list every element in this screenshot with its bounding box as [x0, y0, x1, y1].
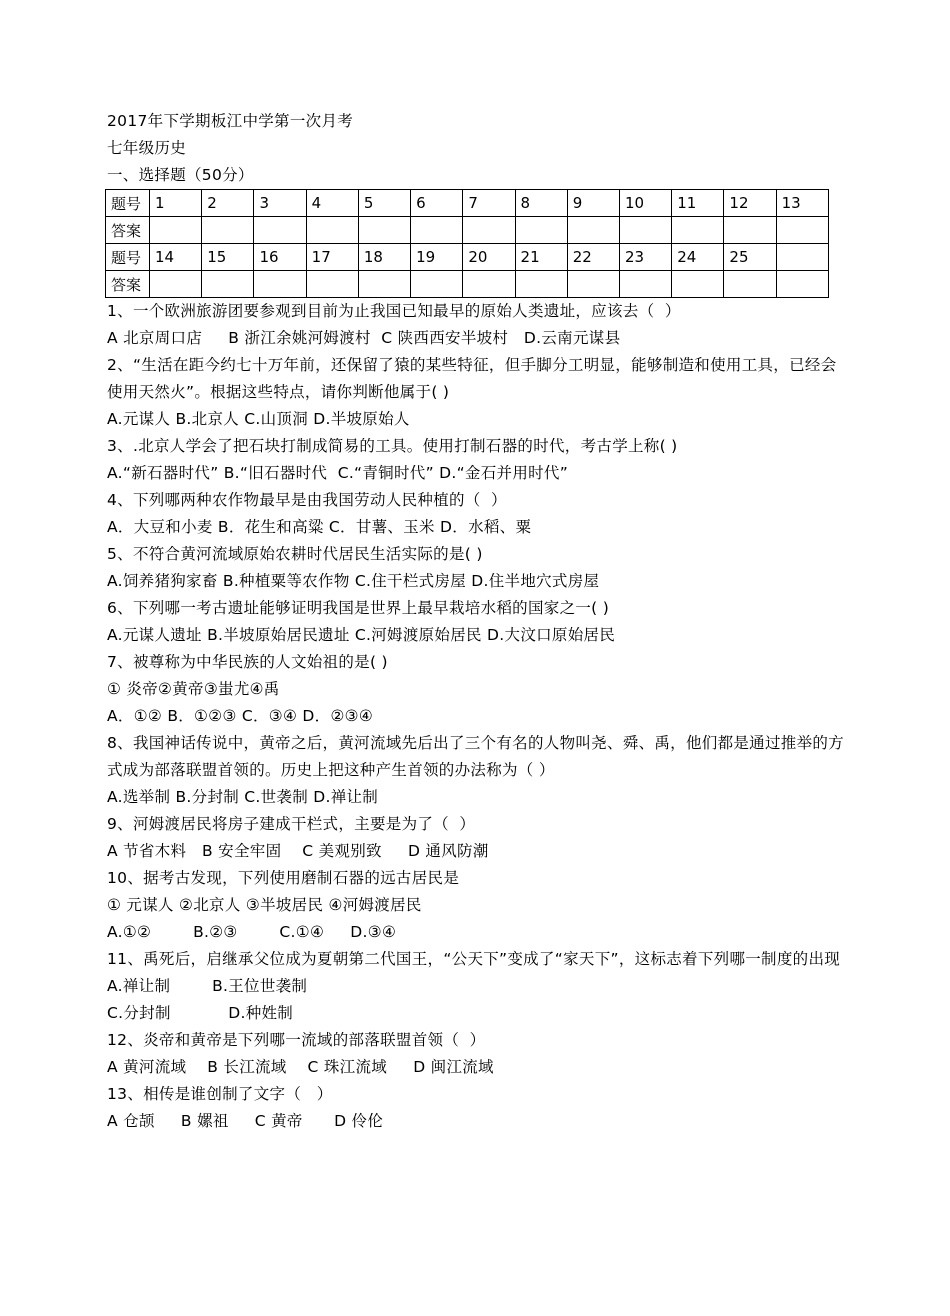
question-line: 1、一个欧洲旅游团要参观到目前为止我国已知最早的原始人类遗址，应该去（ ） [107, 302, 681, 320]
question-number-cell: 6 [411, 190, 463, 217]
question-number-cell: 24 [672, 244, 724, 271]
answer-cell[interactable] [254, 271, 306, 298]
question-number-cell: 1 [150, 190, 202, 217]
question-line: A 北京周口店 B 浙江余姚河姆渡村 C 陕西西安半坡村 D.云南元谋县 [107, 329, 621, 347]
answer-cell[interactable] [724, 217, 776, 244]
question-line: A 节省木料 B 安全牢固 C 美观别致 D 通风防潮 [107, 842, 489, 860]
question-number-cell: 16 [254, 244, 306, 271]
question-number-cell: 22 [567, 244, 619, 271]
answer-cell[interactable] [254, 217, 306, 244]
answer-cell[interactable] [724, 271, 776, 298]
question-number-cell: 3 [254, 190, 306, 217]
question-line: A 仓颉 B 嫘祖 C 黄帝 D 伶伦 [107, 1112, 384, 1130]
question-line: A.元谋人遗址 B.半坡原始居民遗址 C.河姆渡原始居民 D.大汶口原始居民 [107, 626, 616, 644]
question-line: A．①② B．①②③ C．③④ D．②③④ [107, 707, 374, 725]
answer-cell[interactable] [202, 271, 254, 298]
answer-table-row-label: 题号 [106, 190, 150, 217]
answer-cell[interactable] [306, 217, 358, 244]
answer-cell[interactable] [672, 217, 724, 244]
question-number-cell: 12 [724, 190, 776, 217]
section-heading: 一、选择题（50分） [107, 166, 254, 184]
answer-cell[interactable] [306, 271, 358, 298]
answer-cell[interactable] [150, 271, 202, 298]
question-number-cell [776, 244, 828, 271]
question-number-cell: 7 [463, 190, 515, 217]
answer-cell[interactable] [150, 217, 202, 244]
exam-subject: 七年级历史 [107, 139, 187, 157]
question-line: 2、“生活在距今约七十万年前，还保留了猿的某些特征，但手脚分工明显，能够制造和使用工具，已经会使用天然火”。根据这些特点，请你判断他属于( ) [107, 356, 837, 401]
question-number-cell: 19 [411, 244, 463, 271]
question-line: C.分封制 D.种姓制 [107, 1004, 294, 1022]
question-number-cell: 21 [515, 244, 567, 271]
question-number-cell: 11 [672, 190, 724, 217]
question-number-cell: 13 [776, 190, 828, 217]
question-number-cell: 5 [358, 190, 410, 217]
question-line: A 黄河流域 B 长江流域 C 珠江流域 D 闽江流域 [107, 1058, 494, 1076]
answer-cell[interactable] [672, 271, 724, 298]
answer-cell[interactable] [619, 217, 671, 244]
question-line: A．大豆和小麦 B．花生和高粱 C．甘薯、玉米 D．水稻、粟 [107, 518, 532, 536]
question-line: 4、下列哪两种农作物最早是由我国劳动人民种植的（ ） [107, 491, 507, 509]
answer-cell[interactable] [463, 271, 515, 298]
question-number-cell: 25 [724, 244, 776, 271]
question-number-cell: 8 [515, 190, 567, 217]
question-number-cell: 15 [202, 244, 254, 271]
answer-table-row-label: 题号 [106, 244, 150, 271]
answer-cell[interactable] [515, 271, 567, 298]
answer-cell[interactable] [776, 271, 828, 298]
question-line: A.禅让制 B.王位世袭制 [107, 977, 308, 995]
answer-table [105, 189, 829, 298]
question-line: 11、禹死后，启继承父位成为夏朝第二代国王，“公天下”变成了“家天下”，这标志着下列哪一制度的出现 [107, 950, 841, 968]
answer-table-row-label: 答案 [106, 271, 150, 298]
answer-table-row [106, 217, 829, 244]
answer-table-row [106, 190, 829, 217]
question-number-cell: 23 [619, 244, 671, 271]
question-number-cell: 10 [619, 190, 671, 217]
answer-cell[interactable] [619, 271, 671, 298]
answer-cell[interactable] [567, 271, 619, 298]
answer-table-row [106, 244, 829, 271]
question-number-cell: 20 [463, 244, 515, 271]
answer-cell[interactable] [411, 217, 463, 244]
question-number-cell: 2 [202, 190, 254, 217]
question-line: 5、不符合黄河流域原始农耕时代居民生活实际的是( ) [107, 545, 483, 563]
question-line: 7、被尊称为中华民族的人文始祖的是( ) [107, 653, 388, 671]
question-number-cell: 17 [306, 244, 358, 271]
question-number-cell: 14 [150, 244, 202, 271]
answer-cell[interactable] [776, 217, 828, 244]
question-number-cell: 9 [567, 190, 619, 217]
answer-cell[interactable] [411, 271, 463, 298]
question-line: ① 炎帝②黄帝③蚩尤④禹 [107, 680, 280, 698]
question-number-cell: 4 [306, 190, 358, 217]
question-line: ① 元谋人 ②北京人 ③半坡居民 ④河姆渡居民 [107, 896, 422, 914]
question-line: A.饲养猪狗家畜 B.种植粟等农作物 C.住干栏式房屋 D.住半地穴式房屋 [107, 572, 600, 590]
exam-page [107, 108, 847, 1135]
question-number-cell: 18 [358, 244, 410, 271]
question-line: 10、据考古发现，下列使用磨制石器的远古居民是 [107, 869, 460, 887]
question-line: 6、下列哪一考古遗址能够证明我国是世界上最早栽培水稻的国家之一( ) [107, 599, 610, 617]
answer-cell[interactable] [202, 217, 254, 244]
question-line: 13、相传是谁创制了文字（ ） [107, 1085, 333, 1103]
answer-cell[interactable] [515, 217, 567, 244]
question-line: A.选举制 B.分封制 C.世袭制 D.禅让制 [107, 788, 379, 806]
answer-cell[interactable] [358, 271, 410, 298]
exam-title: 2017年下学期板江中学第一次月考 [107, 112, 354, 130]
question-line: 12、炎帝和黄帝是下列哪一流域的部落联盟首领（ ） [107, 1031, 486, 1049]
question-line: A.①② B.②③ C.①④ D.③④ [107, 923, 397, 941]
answer-table-row [106, 271, 829, 298]
question-line: 3、.北京人学会了把石块打制成简易的工具。使用打制石器的时代，考古学上称( ) [107, 437, 678, 455]
question-line: A.“新石器时代” B.“旧石器时代 C.“青铜时代” D.“金石并用时代” [107, 464, 569, 482]
questions [107, 298, 847, 1135]
answer-table-row-label: 答案 [106, 217, 150, 244]
answer-cell[interactable] [567, 217, 619, 244]
question-line: 9、河姆渡居民将房子建成干栏式，主要是为了（ ） [107, 815, 476, 833]
question-line: A.元谋人 B.北京人 C.山顶洞 D.半坡原始人 [107, 410, 410, 428]
question-line: 8、我国神话传说中，黄帝之后，黄河流域先后出了三个有名的人物叫尧、舜、禹，他们都是通过推举的方式成为部落联盟首领的。历史上把这种产生首领的办法称为（ ） [107, 734, 844, 779]
answer-cell[interactable] [358, 217, 410, 244]
answer-cell[interactable] [463, 217, 515, 244]
